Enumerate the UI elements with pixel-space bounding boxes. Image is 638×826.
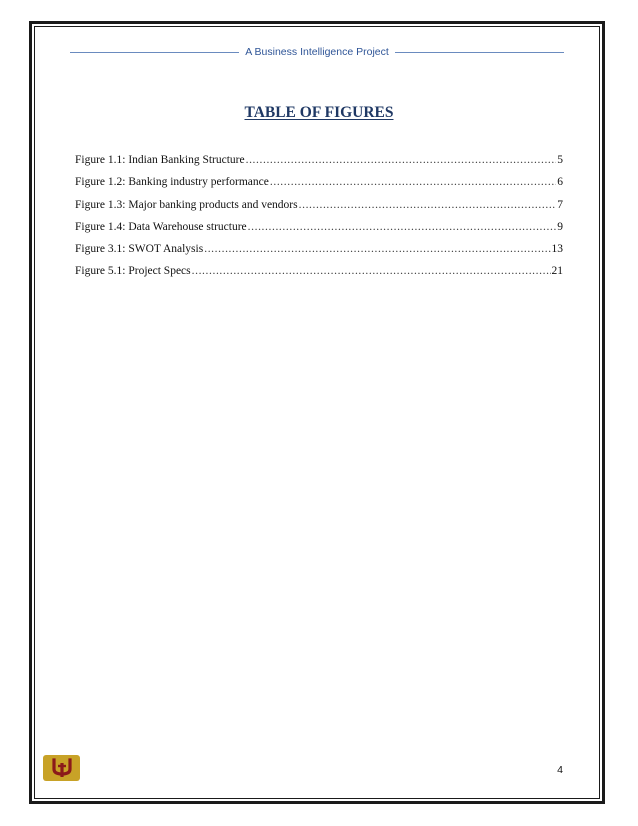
toc-entry[interactable] [75, 265, 563, 287]
toc-entry-label: Figure 1.4: Data Warehouse structure [75, 220, 247, 233]
toc-entry-label: Figure 1.2: Banking industry performance [75, 176, 269, 189]
toc-entry-page: 5 [557, 154, 563, 166]
page-inner-border [34, 26, 600, 799]
toc-entry[interactable] [75, 221, 563, 243]
header-rule-left [70, 52, 239, 53]
toc-leader-dots [270, 176, 556, 188]
header-rule-right [395, 52, 564, 53]
toc-entry-page: 9 [557, 220, 563, 233]
bank-logo-icon [43, 755, 80, 781]
toc-entry-label: Figure 1.1: Indian Banking Structure [75, 154, 245, 166]
toc-leader-dots [246, 154, 557, 166]
toc-leader-dots [204, 243, 550, 255]
toc-leader-dots [192, 265, 551, 277]
toc-entry[interactable] [75, 243, 563, 265]
page-title: TABLE OF FIGURES [244, 104, 394, 121]
toc-entry-page: 7 [557, 198, 563, 211]
bank-logo-mark [47, 757, 77, 779]
toc-leader-dots [248, 221, 557, 233]
page-number: 4 [557, 764, 563, 776]
header-text: A Business Intelligence Project [245, 46, 389, 58]
toc-entry-label: Figure 3.1: SWOT Analysis [75, 243, 204, 256]
toc-entry-label: Figure 1.3: Major banking products and vendors [75, 198, 298, 211]
toc-entry[interactable] [75, 154, 563, 176]
page-header [70, 44, 564, 60]
toc-entry-label: Figure 5.1: Project Specs [75, 265, 191, 278]
toc-entry[interactable] [75, 199, 563, 221]
toc-entry[interactable] [75, 176, 563, 198]
toc-entry-page: 13 [551, 243, 563, 256]
table-of-figures [75, 154, 563, 288]
toc-leader-dots [299, 199, 557, 211]
toc-entry-page: 21 [551, 265, 563, 278]
toc-entry-page: 6 [557, 176, 563, 189]
